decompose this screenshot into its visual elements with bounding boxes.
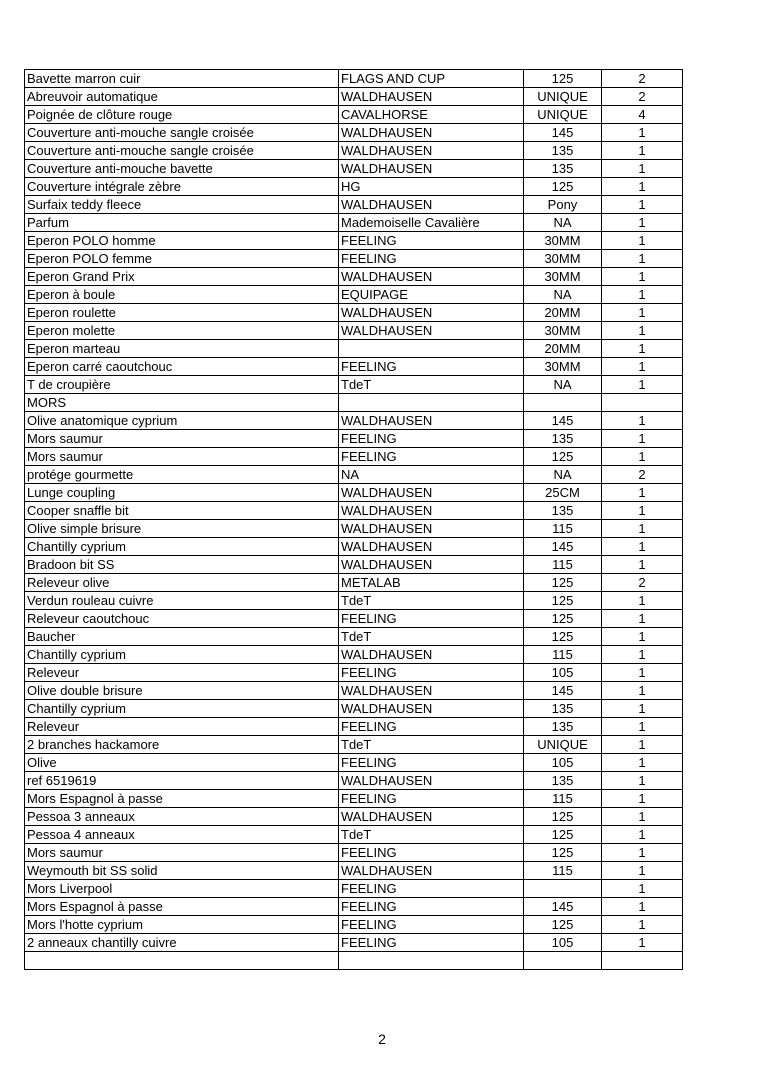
size-cell: NA xyxy=(524,214,602,232)
size-cell: 115 xyxy=(524,520,602,538)
table-row xyxy=(25,412,683,430)
table-row xyxy=(25,358,683,376)
brand-cell: WALDHAUSEN xyxy=(339,196,524,214)
table-row xyxy=(25,322,683,340)
table-row xyxy=(25,556,683,574)
table-row xyxy=(25,484,683,502)
brand-cell: WALDHAUSEN xyxy=(339,700,524,718)
item-name-cell: Abreuvoir automatique xyxy=(25,88,339,106)
size-cell: UNIQUE xyxy=(524,106,602,124)
brand-cell: WALDHAUSEN xyxy=(339,124,524,142)
item-name-cell: Olive simple brisure xyxy=(25,520,339,538)
brand-cell: WALDHAUSEN xyxy=(339,556,524,574)
item-name-cell: Eperon POLO femme xyxy=(25,250,339,268)
table-row xyxy=(25,574,683,592)
size-cell: 125 xyxy=(524,844,602,862)
item-name-cell: Bavette marron cuir xyxy=(25,70,339,88)
item-name-cell: Couverture anti-mouche sangle croisée xyxy=(25,124,339,142)
size-cell: 25CM xyxy=(524,484,602,502)
item-name-cell: Pessoa 4 anneaux xyxy=(25,826,339,844)
table-row xyxy=(25,214,683,232)
quantity-cell: 1 xyxy=(602,520,683,538)
item-name-cell: Eperon à boule xyxy=(25,286,339,304)
item-name-cell: Eperon POLO homme xyxy=(25,232,339,250)
item-name-cell: Cooper snaffle bit xyxy=(25,502,339,520)
quantity-cell: 1 xyxy=(602,844,683,862)
item-name-cell: Mors saumur xyxy=(25,844,339,862)
quantity-cell: 1 xyxy=(602,646,683,664)
quantity-cell: 1 xyxy=(602,934,683,952)
brand-cell: NA xyxy=(339,466,524,484)
inventory-table xyxy=(24,69,683,970)
item-name-cell: Mors Espagnol à passe xyxy=(25,790,339,808)
brand-cell: WALDHAUSEN xyxy=(339,772,524,790)
item-name-cell: Chantilly cyprium xyxy=(25,538,339,556)
table-row xyxy=(25,142,683,160)
item-name-cell: Bradoon bit SS xyxy=(25,556,339,574)
brand-cell xyxy=(339,394,524,412)
brand-cell: FEELING xyxy=(339,250,524,268)
table-row xyxy=(25,718,683,736)
table-row xyxy=(25,466,683,484)
quantity-cell: 1 xyxy=(602,718,683,736)
brand-cell: FEELING xyxy=(339,880,524,898)
quantity-cell: 1 xyxy=(602,250,683,268)
item-name-cell: Releveur xyxy=(25,718,339,736)
size-cell: 125 xyxy=(524,916,602,934)
item-name-cell: Mors Liverpool xyxy=(25,880,339,898)
size-cell xyxy=(524,880,602,898)
brand-cell: TdeT xyxy=(339,826,524,844)
table-row xyxy=(25,592,683,610)
size-cell: 125 xyxy=(524,826,602,844)
quantity-cell: 1 xyxy=(602,502,683,520)
size-cell: 30MM xyxy=(524,250,602,268)
item-name-cell: Surfaix teddy fleece xyxy=(25,196,339,214)
brand-cell: METALAB xyxy=(339,574,524,592)
quantity-cell: 1 xyxy=(602,826,683,844)
brand-cell: FEELING xyxy=(339,898,524,916)
size-cell: 115 xyxy=(524,556,602,574)
table-row xyxy=(25,844,683,862)
item-name-cell: Olive xyxy=(25,754,339,772)
item-name-cell: Poignée de clôture rouge xyxy=(25,106,339,124)
brand-cell: FEELING xyxy=(339,664,524,682)
size-cell: 125 xyxy=(524,574,602,592)
brand-cell: FEELING xyxy=(339,916,524,934)
size-cell: 135 xyxy=(524,160,602,178)
quantity-cell: 1 xyxy=(602,700,683,718)
item-name-cell: Eperon roulette xyxy=(25,304,339,322)
quantity-cell: 1 xyxy=(602,754,683,772)
size-cell xyxy=(524,952,602,970)
brand-cell xyxy=(339,340,524,358)
item-name-cell: Mors saumur xyxy=(25,430,339,448)
quantity-cell: 1 xyxy=(602,880,683,898)
brand-cell: WALDHAUSEN xyxy=(339,322,524,340)
brand-cell: WALDHAUSEN xyxy=(339,538,524,556)
quantity-cell xyxy=(602,952,683,970)
item-name-cell xyxy=(25,952,339,970)
size-cell: 30MM xyxy=(524,322,602,340)
quantity-cell: 1 xyxy=(602,772,683,790)
quantity-cell: 1 xyxy=(602,214,683,232)
table-row xyxy=(25,898,683,916)
table-row xyxy=(25,790,683,808)
item-name-cell: protége gourmette xyxy=(25,466,339,484)
size-cell: 105 xyxy=(524,664,602,682)
brand-cell: WALDHAUSEN xyxy=(339,160,524,178)
quantity-cell: 1 xyxy=(602,124,683,142)
quantity-cell: 2 xyxy=(602,466,683,484)
quantity-cell: 1 xyxy=(602,484,683,502)
item-name-cell: Releveur caoutchouc xyxy=(25,610,339,628)
quantity-cell xyxy=(602,394,683,412)
item-name-cell: 2 branches hackamore xyxy=(25,736,339,754)
item-name-cell: Lunge coupling xyxy=(25,484,339,502)
brand-cell: FEELING xyxy=(339,934,524,952)
brand-cell: Mademoiselle Cavalière xyxy=(339,214,524,232)
size-cell: 135 xyxy=(524,502,602,520)
brand-cell: TdeT xyxy=(339,376,524,394)
size-cell: 125 xyxy=(524,70,602,88)
brand-cell: WALDHAUSEN xyxy=(339,862,524,880)
item-name-cell: ref 6519619 xyxy=(25,772,339,790)
table-row xyxy=(25,808,683,826)
brand-cell: WALDHAUSEN xyxy=(339,268,524,286)
table-row xyxy=(25,340,683,358)
table-row xyxy=(25,394,683,412)
size-cell: 125 xyxy=(524,178,602,196)
quantity-cell: 1 xyxy=(602,916,683,934)
table-row xyxy=(25,736,683,754)
table-row xyxy=(25,952,683,970)
brand-cell: FEELING xyxy=(339,232,524,250)
quantity-cell: 2 xyxy=(602,88,683,106)
item-name-cell: Couverture anti-mouche bavette xyxy=(25,160,339,178)
item-name-cell: Olive anatomique cyprium xyxy=(25,412,339,430)
item-name-cell: Eperon Grand Prix xyxy=(25,268,339,286)
table-row xyxy=(25,448,683,466)
size-cell: 145 xyxy=(524,682,602,700)
size-cell: 30MM xyxy=(524,268,602,286)
quantity-cell: 1 xyxy=(602,322,683,340)
brand-cell: FLAGS AND CUP xyxy=(339,70,524,88)
size-cell: UNIQUE xyxy=(524,736,602,754)
brand-cell: CAVALHORSE xyxy=(339,106,524,124)
item-name-cell: Weymouth bit SS solid xyxy=(25,862,339,880)
table-row xyxy=(25,160,683,178)
quantity-cell: 1 xyxy=(602,664,683,682)
quantity-cell: 1 xyxy=(602,232,683,250)
table-row xyxy=(25,700,683,718)
item-name-cell: Chantilly cyprium xyxy=(25,646,339,664)
quantity-cell: 1 xyxy=(602,556,683,574)
brand-cell: TdeT xyxy=(339,592,524,610)
table-row xyxy=(25,826,683,844)
item-name-cell: T de croupière xyxy=(25,376,339,394)
table-row xyxy=(25,664,683,682)
item-name-cell: Eperon molette xyxy=(25,322,339,340)
table-row xyxy=(25,286,683,304)
quantity-cell: 1 xyxy=(602,862,683,880)
size-cell: 125 xyxy=(524,628,602,646)
item-name-cell: Baucher xyxy=(25,628,339,646)
item-name-cell: Pessoa 3 anneaux xyxy=(25,808,339,826)
size-cell: 125 xyxy=(524,808,602,826)
brand-cell: FEELING xyxy=(339,790,524,808)
table-row xyxy=(25,520,683,538)
brand-cell: FEELING xyxy=(339,718,524,736)
size-cell: NA xyxy=(524,286,602,304)
quantity-cell: 1 xyxy=(602,682,683,700)
table-row xyxy=(25,178,683,196)
table-row xyxy=(25,124,683,142)
size-cell xyxy=(524,394,602,412)
quantity-cell: 1 xyxy=(602,268,683,286)
quantity-cell: 1 xyxy=(602,196,683,214)
quantity-cell: 1 xyxy=(602,448,683,466)
quantity-cell: 1 xyxy=(602,178,683,196)
inventory-table-body xyxy=(25,70,683,970)
quantity-cell: 4 xyxy=(602,106,683,124)
brand-cell: WALDHAUSEN xyxy=(339,484,524,502)
quantity-cell: 1 xyxy=(602,340,683,358)
brand-cell xyxy=(339,952,524,970)
brand-cell: FEELING xyxy=(339,844,524,862)
table-row xyxy=(25,106,683,124)
table-row xyxy=(25,628,683,646)
size-cell: 20MM xyxy=(524,304,602,322)
brand-cell: WALDHAUSEN xyxy=(339,682,524,700)
size-cell: 125 xyxy=(524,592,602,610)
brand-cell: EQUIPAGE xyxy=(339,286,524,304)
brand-cell: FEELING xyxy=(339,610,524,628)
size-cell: 30MM xyxy=(524,358,602,376)
size-cell: 115 xyxy=(524,790,602,808)
brand-cell: WALDHAUSEN xyxy=(339,142,524,160)
quantity-cell: 1 xyxy=(602,736,683,754)
table-row xyxy=(25,682,683,700)
size-cell: 145 xyxy=(524,124,602,142)
table-row xyxy=(25,538,683,556)
table-row xyxy=(25,862,683,880)
size-cell: NA xyxy=(524,466,602,484)
table-row xyxy=(25,304,683,322)
quantity-cell: 1 xyxy=(602,376,683,394)
size-cell: 20MM xyxy=(524,340,602,358)
size-cell: 145 xyxy=(524,412,602,430)
brand-cell: TdeT xyxy=(339,628,524,646)
brand-cell: WALDHAUSEN xyxy=(339,808,524,826)
brand-cell: WALDHAUSEN xyxy=(339,520,524,538)
brand-cell: FEELING xyxy=(339,754,524,772)
item-name-cell: Olive double brisure xyxy=(25,682,339,700)
table-row xyxy=(25,376,683,394)
table-row xyxy=(25,268,683,286)
table-row xyxy=(25,772,683,790)
table-row xyxy=(25,232,683,250)
brand-cell: FEELING xyxy=(339,448,524,466)
table-row xyxy=(25,502,683,520)
size-cell: 30MM xyxy=(524,232,602,250)
size-cell: 135 xyxy=(524,430,602,448)
item-name-cell: Couverture intégrale zèbre xyxy=(25,178,339,196)
quantity-cell: 1 xyxy=(602,160,683,178)
item-name-cell: Parfum xyxy=(25,214,339,232)
size-cell: 135 xyxy=(524,142,602,160)
size-cell: UNIQUE xyxy=(524,88,602,106)
size-cell: 135 xyxy=(524,718,602,736)
size-cell: 105 xyxy=(524,934,602,952)
quantity-cell: 2 xyxy=(602,574,683,592)
size-cell: 125 xyxy=(524,610,602,628)
size-cell: 125 xyxy=(524,448,602,466)
item-name-cell: Eperon marteau xyxy=(25,340,339,358)
size-cell: 135 xyxy=(524,700,602,718)
item-name-cell: Mors saumur xyxy=(25,448,339,466)
quantity-cell: 1 xyxy=(602,538,683,556)
quantity-cell: 1 xyxy=(602,790,683,808)
quantity-cell: 1 xyxy=(602,142,683,160)
size-cell: 115 xyxy=(524,862,602,880)
table-row xyxy=(25,70,683,88)
page-number: 2 xyxy=(378,1031,386,1047)
table-row xyxy=(25,430,683,448)
table-row xyxy=(25,934,683,952)
table-row xyxy=(25,916,683,934)
brand-cell: WALDHAUSEN xyxy=(339,304,524,322)
table-row xyxy=(25,646,683,664)
item-name-cell: Couverture anti-mouche sangle croisée xyxy=(25,142,339,160)
item-name-cell: Verdun rouleau cuivre xyxy=(25,592,339,610)
brand-cell: WALDHAUSEN xyxy=(339,412,524,430)
quantity-cell: 2 xyxy=(602,70,683,88)
item-name-cell: Releveur xyxy=(25,664,339,682)
item-name-cell: Releveur olive xyxy=(25,574,339,592)
size-cell: 115 xyxy=(524,646,602,664)
brand-cell: WALDHAUSEN xyxy=(339,502,524,520)
quantity-cell: 1 xyxy=(602,808,683,826)
table-row xyxy=(25,88,683,106)
item-name-cell: 2 anneaux chantilly cuivre xyxy=(25,934,339,952)
item-name-cell: Eperon carré caoutchouc xyxy=(25,358,339,376)
table-row xyxy=(25,250,683,268)
brand-cell: FEELING xyxy=(339,358,524,376)
item-name-cell: MORS xyxy=(25,394,339,412)
item-name-cell: Mors l'hotte cyprium xyxy=(25,916,339,934)
brand-cell: WALDHAUSEN xyxy=(339,646,524,664)
size-cell: 145 xyxy=(524,898,602,916)
brand-cell: TdeT xyxy=(339,736,524,754)
size-cell: NA xyxy=(524,376,602,394)
table-row xyxy=(25,196,683,214)
table-row xyxy=(25,610,683,628)
brand-cell: WALDHAUSEN xyxy=(339,88,524,106)
table-row xyxy=(25,754,683,772)
size-cell: 135 xyxy=(524,772,602,790)
size-cell: 105 xyxy=(524,754,602,772)
quantity-cell: 1 xyxy=(602,898,683,916)
table-row xyxy=(25,880,683,898)
size-cell: 145 xyxy=(524,538,602,556)
quantity-cell: 1 xyxy=(602,358,683,376)
quantity-cell: 1 xyxy=(602,610,683,628)
quantity-cell: 1 xyxy=(602,628,683,646)
item-name-cell: Chantilly cyprium xyxy=(25,700,339,718)
quantity-cell: 1 xyxy=(602,304,683,322)
size-cell: Pony xyxy=(524,196,602,214)
quantity-cell: 1 xyxy=(602,430,683,448)
brand-cell: HG xyxy=(339,178,524,196)
quantity-cell: 1 xyxy=(602,286,683,304)
item-name-cell: Mors Espagnol à passe xyxy=(25,898,339,916)
quantity-cell: 1 xyxy=(602,592,683,610)
brand-cell: FEELING xyxy=(339,430,524,448)
quantity-cell: 1 xyxy=(602,412,683,430)
